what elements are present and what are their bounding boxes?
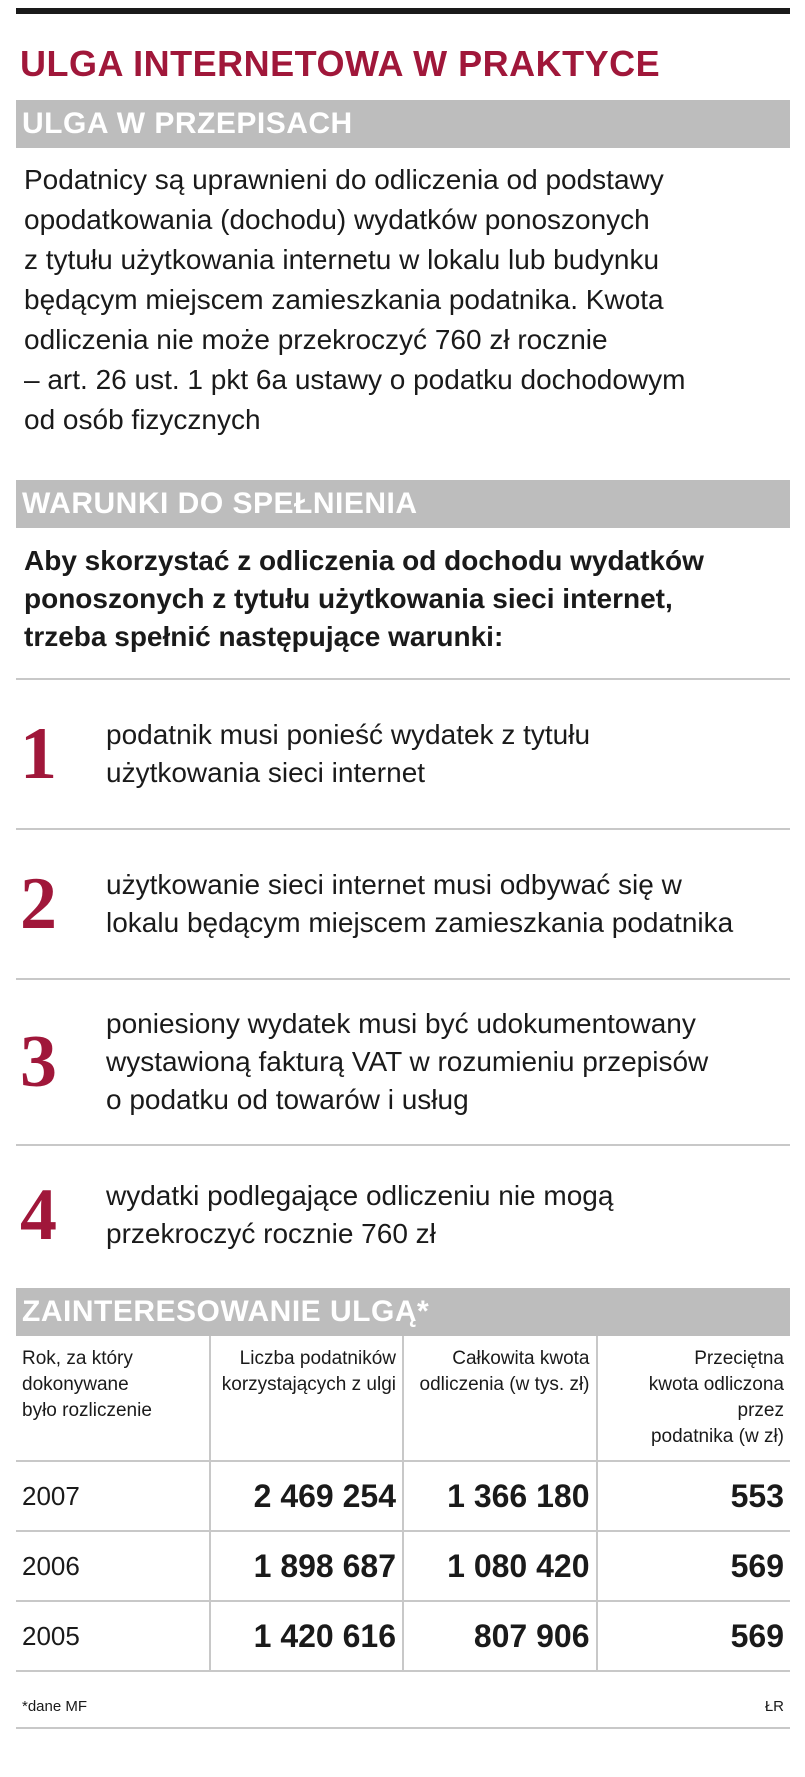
cell-year: 2005 [16, 1601, 210, 1671]
lead-line: Aby skorzystać z odliczenia od dochodu wydatków [24, 545, 704, 576]
table-row [16, 1461, 790, 1531]
cell-average: 569 [597, 1601, 791, 1671]
section-heading-conditions: WARUNKI DO SPEŁNIENIA [16, 480, 790, 528]
cell-total: 1 366 180 [403, 1461, 597, 1531]
condition-line: lokalu będącym miejscem zamieszkania podatnika [106, 907, 734, 938]
condition-line: użytkowania sieci internet [106, 757, 426, 788]
cell-taxpayers: 1 420 616 [210, 1601, 404, 1671]
condition-line: użytkowanie sieci internet musi odbywać się w [106, 869, 682, 900]
table-row [16, 1601, 790, 1671]
condition-item [16, 828, 790, 978]
condition-line: poniesiony wydatek musi być udokumentowany [106, 1008, 696, 1039]
interest-table [16, 1336, 790, 1672]
cell-total: 807 906 [403, 1601, 597, 1671]
condition-text [106, 1177, 790, 1253]
condition-item [16, 1144, 790, 1284]
conditions-lead [24, 542, 782, 656]
cell-average: 569 [597, 1531, 791, 1601]
cell-year: 2007 [16, 1461, 210, 1531]
rules-line: – art. 26 ust. 1 pkt 6a ustawy o podatku dochodowym [24, 364, 686, 395]
conditions-list [16, 678, 790, 1284]
section-heading-rules: ULGA W PRZEPISACH [16, 100, 790, 148]
condition-line: przekroczyć rocznie 760 zł [106, 1218, 436, 1249]
condition-line: wydatki podlegające odliczeniu nie mogą [106, 1180, 614, 1211]
rules-line: Podatnicy są uprawnieni do odliczenia od podstawy [24, 164, 664, 195]
rules-line: opodatkowania (dochodu) wydatków ponoszonych [24, 204, 650, 235]
lead-line: ponoszonych z tytułu użytkowania sieci internet, [24, 583, 673, 614]
condition-item [16, 978, 790, 1144]
condition-line: podatnik musi ponieść wydatek z tytułu [106, 719, 591, 750]
condition-text [106, 1005, 790, 1119]
section-heading-interest: ZAINTERESOWANIE ULGĄ* [16, 1288, 790, 1336]
bottom-rule [16, 1727, 790, 1729]
condition-text [106, 866, 790, 942]
infographic [16, 8, 790, 1729]
cell-year: 2006 [16, 1531, 210, 1601]
condition-item [16, 678, 790, 828]
table-header-row [16, 1336, 790, 1461]
condition-text [106, 716, 790, 792]
column-header-taxpayers: Liczba podatników korzystających z ulgi [210, 1336, 404, 1461]
condition-line: wystawioną fakturą VAT w rozumieniu przepisów [106, 1046, 709, 1077]
condition-number: 2 [20, 863, 57, 945]
source-note: *dane MF [22, 1698, 88, 1715]
column-header-average: Przeciętna kwota odliczona przez podatnika (w zł) [597, 1336, 791, 1461]
condition-line: o podatku od towarów i usług [106, 1084, 469, 1115]
condition-number: 3 [20, 1021, 57, 1103]
page-title: ULGA INTERNETOWA W PRAKTYCE [20, 43, 661, 84]
column-header-year: Rok, za który dokonywane było rozliczenie [16, 1336, 210, 1461]
lead-line: trzeba spełnić następujące warunki: [24, 621, 504, 652]
cell-taxpayers: 2 469 254 [210, 1461, 404, 1531]
table-row [16, 1531, 790, 1601]
author-initials: ŁR [764, 1698, 784, 1715]
rules-line: będącym miejscem zamieszkania podatnika. Kwota [24, 284, 664, 315]
rules-line: z tytułu użytkowania internetu w lokalu lub budynku [24, 244, 660, 275]
footer [16, 1698, 790, 1715]
top-rule [16, 8, 790, 14]
cell-total: 1 080 420 [403, 1531, 597, 1601]
column-header-total: Całkowita kwota odliczenia (w tys. zł) [403, 1336, 597, 1461]
rules-line: od osób fizycznych [24, 404, 261, 435]
condition-number: 1 [20, 713, 57, 795]
cell-average: 553 [597, 1461, 791, 1531]
rules-line: odliczenia nie może przekroczyć 760 zł rocznie [24, 324, 608, 355]
condition-number: 4 [20, 1174, 57, 1256]
rules-paragraph [24, 160, 782, 440]
cell-taxpayers: 1 898 687 [210, 1531, 404, 1601]
